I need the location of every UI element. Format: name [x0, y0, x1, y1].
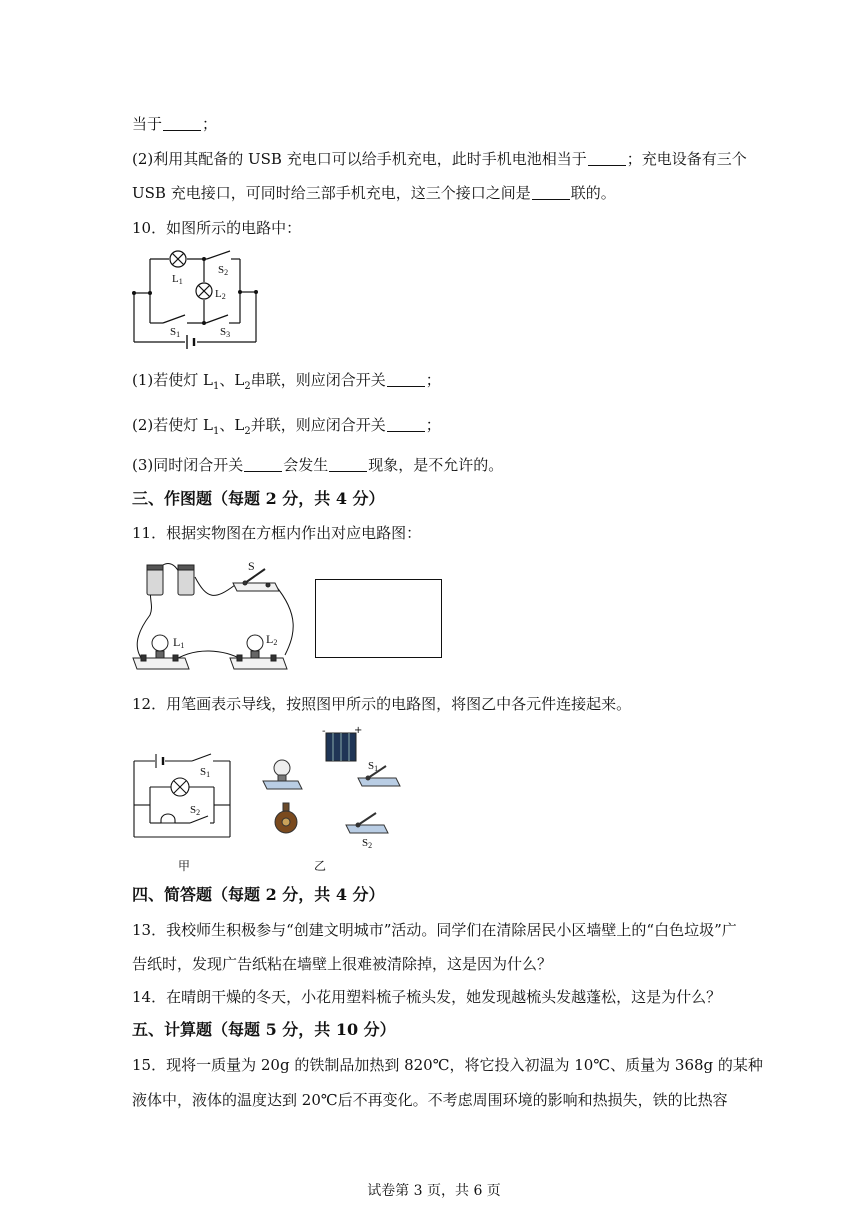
answer-blank[interactable] — [387, 417, 425, 432]
q9-line3: USB 充电接口，可同时给三部手机充电，这三个接口之间是 联的。 — [132, 184, 616, 202]
q10-circuit-diagram — [125, 245, 265, 355]
q11-answer-box[interactable] — [315, 579, 442, 658]
svg-text:S2: S2 — [190, 804, 201, 817]
answer-blank[interactable] — [588, 151, 626, 166]
label-l1: L — [173, 635, 181, 649]
svg-text:L1: L1 — [173, 635, 185, 650]
q12-diagram-yi — [258, 725, 418, 855]
q15-line2: 液体中，液体的温度达到 20℃后不再变化。不考虑周围环境的影响和热损失，铁的比热容 — [132, 1091, 728, 1109]
diagram-label-yi: 乙 — [314, 859, 327, 873]
section-4-title: 四、简答题（每题 2 分，共 4 分） — [132, 885, 385, 904]
q11-stem: 11．根据实物图在方框内作出对应电路图： — [132, 524, 422, 542]
q9-line1: 当于 ； — [132, 115, 218, 133]
page-footer: 试卷第 3 页，共 6 页 — [367, 1183, 501, 1199]
svg-text:S3: S3 — [220, 326, 231, 339]
answer-blank[interactable] — [244, 457, 282, 472]
svg-text:+: + — [354, 725, 363, 736]
q12-diagram-jia — [128, 750, 238, 845]
label-l2: L — [215, 288, 222, 300]
label-s3: S — [220, 326, 227, 338]
label-s: S — [248, 559, 255, 573]
q10-part3: (3)同时闭合开关 会发生 现象，是不允许的。 — [132, 456, 504, 474]
diagram-label-jia: 甲 — [178, 859, 191, 873]
q15-line1: 15．现将一质量为 20g 的铁制品加热到 820℃，将它投入初温为 10℃、质量为 368g 的某种 — [132, 1056, 763, 1074]
svg-text:S1: S1 — [368, 760, 379, 773]
answer-blank[interactable] — [329, 457, 367, 472]
label-s1: S — [200, 766, 207, 778]
svg-text:L1: L1 — [172, 273, 183, 286]
answer-blank[interactable] — [163, 116, 201, 131]
svg-text:-: - — [322, 726, 326, 737]
svg-text:S1: S1 — [200, 766, 211, 779]
q12-stem: 12．用笔画表示导线，按照图甲所示的电路图，将图乙中各元件连接起来。 — [132, 695, 632, 713]
label-l2: L — [266, 632, 274, 646]
q14-line1: 14．在晴朗干燥的冬天，小花用塑料梳子梳头发，她发现越梳头发越蓬松，这是为什么？ — [132, 988, 722, 1006]
q10-stem: 10．如图所示的电路中： — [132, 219, 302, 237]
q10-part2: (2)若使灯 $L_1$、$L_2$并联，则应闭合开关 ； — [132, 416, 441, 437]
label-s2: S — [362, 837, 369, 849]
label-l1: L — [172, 273, 179, 285]
label-s2: S — [218, 264, 225, 276]
section-3-title: 三、作图题（每题 2 分，共 4 分） — [132, 489, 385, 508]
svg-text:S2: S2 — [218, 264, 229, 277]
svg-text:S1: S1 — [170, 326, 181, 339]
section-5-title: 五、计算题（每题 5 分，共 10 分） — [132, 1020, 396, 1039]
svg-text:S2: S2 — [362, 837, 373, 850]
svg-text:L2: L2 — [215, 288, 226, 301]
svg-text:L2: L2 — [266, 632, 278, 647]
label-s2: S — [190, 804, 197, 816]
answer-blank[interactable] — [532, 185, 570, 200]
answer-blank[interactable] — [387, 372, 425, 387]
q11-physical-circuit — [125, 555, 300, 675]
q13-line2: 告纸时，发现广告纸粘在墙壁上很难被清除掉，这是因为什么？ — [132, 955, 553, 973]
label-s1: S — [368, 760, 375, 772]
q10-part1: (1)若使灯 $L_1$、$L_2$串联，则应闭合开关 ； — [132, 371, 441, 392]
label-s1: S — [170, 326, 177, 338]
q13-line1: 13．我校师生积极参与“创建文明城市”活动。同学们在清除居民小区墙壁上的“白色垃圾”广 — [132, 921, 737, 939]
q9-line2: (2)利用其配备的 USB 充电口可以给手机充电，此时手机电池相当于 ；充电设备有三个 — [132, 150, 747, 168]
